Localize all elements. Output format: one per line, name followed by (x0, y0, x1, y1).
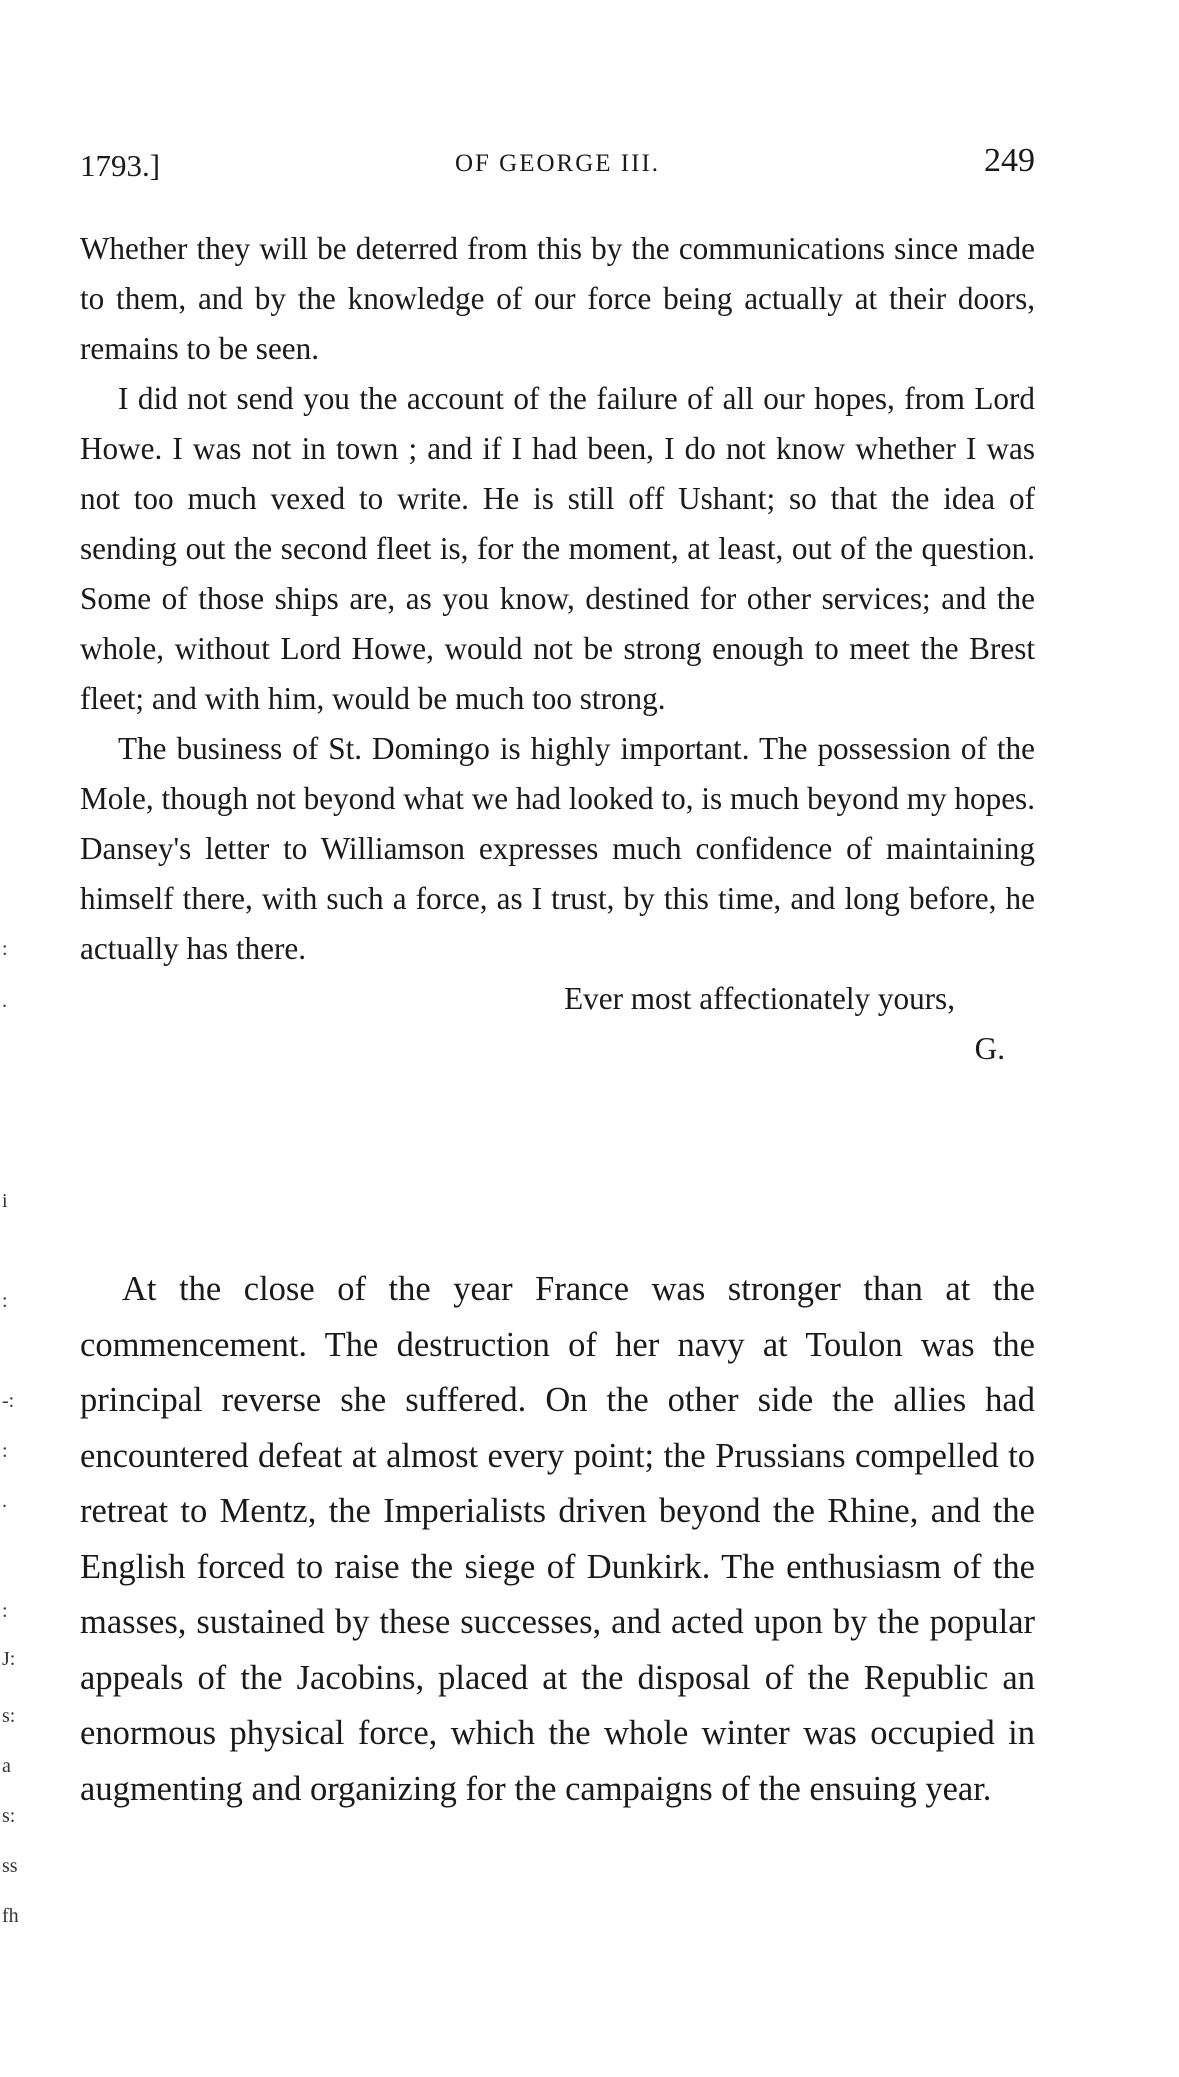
page-number: 249 (984, 142, 1035, 179)
header-year: 1793.] (80, 148, 161, 183)
margin-mark: : (2, 1440, 8, 1462)
margin-bleed-marks (0, 0, 20, 2077)
margin-mark: : (2, 1600, 8, 1622)
narrative-text (80, 1262, 1035, 1817)
margin-mark: s: (2, 1705, 16, 1727)
margin-mark: fh (2, 1905, 19, 1927)
narrative-paragraph: At the close of the year France was stronger than at the commencement. The destruction of her navy at Toulon was the principal reverse she suffered. On the other side the allies had encountered defeat at almost every point; the Prussians compelled to retreat to Mentz, the Imperialists driven beyond the Rhine, and the English forced to raise the siege of Dunkirk. The enthusiasm of the masses, sustained by these successes, and acted upon by the popular appeals of the Jacobins, placed at the disposal of the Republic an enormous physical force, which the whole winter was occupied in augmenting and organizing for the campaigns of the ensuing year. (80, 1270, 1035, 1808)
margin-mark: J: (2, 1648, 16, 1670)
letter-closing: Ever most affectionately yours, (564, 981, 955, 1016)
margin-mark: : (2, 938, 8, 960)
letter-paragraph-3: The business of St. Domingo is highly important. The possession of the Mole, though not beyond what we had looked to, is much beyond my hopes. Dansey's letter to Williamson expresses much confidence of maintaining himself there, with such a force, as I trust, by this time, and long before, he actually has there. (80, 731, 1035, 966)
margin-mark: . (2, 990, 7, 1012)
letter-paragraph-1: Whether they will be deterred from this by the communications since made to them, and by the knowledge of our force being actually at their doors, remains to be seen. (80, 231, 1035, 366)
margin-mark: s: (2, 1805, 16, 1827)
margin-mark: ss (2, 1855, 18, 1877)
letter-text (80, 224, 1035, 1074)
letter-paragraph-2: I did not send you the account of the failure of all our hopes, from Lord Howe. I was not in town ; and if I had been, I do not know whether I was not too much vexed to write. He is still off Ushant; so that the idea of sending out the second fleet is, for the moment, at least, out of the question. Some of those ships are, as you know, destined for other services; and the whole, without Lord Howe, would not be strong enough to meet the Brest fleet; and with him, would be much too strong. (80, 381, 1035, 716)
header-title: OF GEORGE III. (454, 150, 661, 177)
margin-mark: : (2, 1290, 8, 1312)
letter-signature: G. (974, 1031, 1005, 1066)
running-head (80, 142, 1035, 186)
margin-mark: -: (2, 1390, 15, 1412)
margin-mark: i (2, 1190, 8, 1212)
margin-mark: . (2, 1490, 7, 1512)
margin-mark: a (2, 1755, 11, 1777)
